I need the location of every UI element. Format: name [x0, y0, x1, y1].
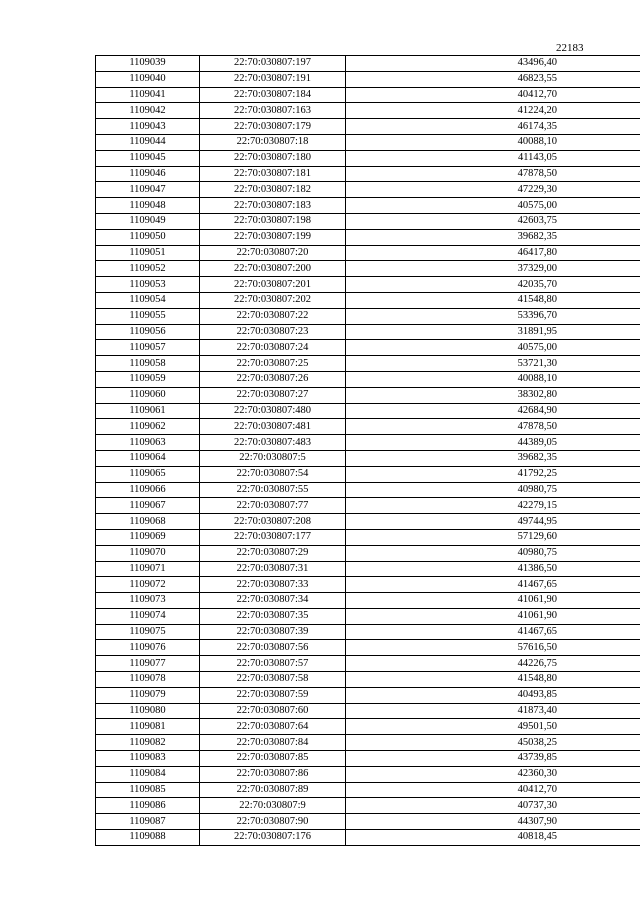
row-number-cell: 1109075 [96, 624, 200, 640]
row-number-cell: 1109055 [96, 308, 200, 324]
value-cell: 41061,90 [346, 608, 640, 624]
row-number-cell: 1109064 [96, 450, 200, 466]
table-row [96, 435, 640, 451]
value-cell: 41224,20 [346, 103, 640, 119]
row-number-cell: 1109052 [96, 261, 200, 277]
cadastral-number-cell: 22:70:030807:60 [200, 703, 346, 719]
table-row [96, 498, 640, 514]
table-row [96, 166, 640, 182]
table-row [96, 213, 640, 229]
row-number-cell: 1109058 [96, 356, 200, 372]
table-row [96, 719, 640, 735]
value-cell: 41143,05 [346, 150, 640, 166]
table-row [96, 529, 640, 545]
value-cell: 41061,90 [346, 593, 640, 609]
row-number-cell: 1109066 [96, 482, 200, 498]
value-cell: 57129,60 [346, 529, 640, 545]
table-row [96, 371, 640, 387]
table-row [96, 150, 640, 166]
cadastral-number-cell: 22:70:030807:59 [200, 687, 346, 703]
value-cell: 47878,50 [346, 419, 640, 435]
table-row [96, 292, 640, 308]
row-number-cell: 1109042 [96, 103, 200, 119]
value-cell: 41467,65 [346, 577, 640, 593]
cadastral-number-cell: 22:70:030807:198 [200, 213, 346, 229]
value-cell: 53721,30 [346, 356, 640, 372]
table-row [96, 593, 640, 609]
cadastral-number-cell: 22:70:030807:57 [200, 656, 346, 672]
row-number-cell: 1109049 [96, 213, 200, 229]
value-cell: 47229,30 [346, 182, 640, 198]
value-cell: 39682,35 [346, 229, 640, 245]
value-cell: 53396,70 [346, 308, 640, 324]
row-number-cell: 1109069 [96, 529, 200, 545]
value-cell: 42603,75 [346, 213, 640, 229]
cadastral-number-cell: 22:70:030807:182 [200, 182, 346, 198]
row-number-cell: 1109078 [96, 672, 200, 688]
row-number-cell: 1109073 [96, 593, 200, 609]
cadastral-number-cell: 22:70:030807:200 [200, 261, 346, 277]
value-cell: 42360,30 [346, 766, 640, 782]
cadastral-number-cell: 22:70:030807:34 [200, 593, 346, 609]
table-row [96, 134, 640, 150]
cadastral-number-cell: 22:70:030807:77 [200, 498, 346, 514]
value-cell: 40088,10 [346, 134, 640, 150]
value-cell: 57616,50 [346, 640, 640, 656]
cadastral-number-cell: 22:70:030807:177 [200, 529, 346, 545]
value-cell: 40412,70 [346, 782, 640, 798]
value-cell: 44226,75 [346, 656, 640, 672]
page-number: 22183 [556, 42, 584, 54]
row-number-cell: 1109070 [96, 545, 200, 561]
table-row [96, 766, 640, 782]
value-cell: 40737,30 [346, 798, 640, 814]
cadastral-number-cell: 22:70:030807:90 [200, 814, 346, 830]
value-cell: 42035,70 [346, 277, 640, 293]
value-cell: 43739,85 [346, 751, 640, 767]
table-row [96, 71, 640, 87]
value-cell: 41792,25 [346, 466, 640, 482]
cadastral-number-cell: 22:70:030807:180 [200, 150, 346, 166]
table-row [96, 624, 640, 640]
row-number-cell: 1109057 [96, 340, 200, 356]
row-number-cell: 1109084 [96, 766, 200, 782]
cadastral-number-cell: 22:70:030807:31 [200, 561, 346, 577]
value-cell: 49744,95 [346, 514, 640, 530]
value-cell: 40818,45 [346, 830, 640, 846]
cadastral-number-cell: 22:70:030807:5 [200, 450, 346, 466]
row-number-cell: 1109046 [96, 166, 200, 182]
cadastral-number-cell: 22:70:030807:23 [200, 324, 346, 340]
row-number-cell: 1109059 [96, 371, 200, 387]
value-cell: 42684,90 [346, 403, 640, 419]
table-row [96, 577, 640, 593]
value-cell: 41386,50 [346, 561, 640, 577]
value-cell: 46417,80 [346, 245, 640, 261]
value-cell: 39682,35 [346, 450, 640, 466]
row-number-cell: 1109065 [96, 466, 200, 482]
cadastral-number-cell: 22:70:030807:85 [200, 751, 346, 767]
cadastral-number-cell: 22:70:030807:183 [200, 198, 346, 214]
cadastral-number-cell: 22:70:030807:181 [200, 166, 346, 182]
value-cell: 40980,75 [346, 482, 640, 498]
table-row [96, 419, 640, 435]
cadastral-number-cell: 22:70:030807:86 [200, 766, 346, 782]
value-cell: 40980,75 [346, 545, 640, 561]
cadastral-number-cell: 22:70:030807:201 [200, 277, 346, 293]
table-row [96, 672, 640, 688]
cadastral-number-cell: 22:70:030807:481 [200, 419, 346, 435]
cadastral-number-cell: 22:70:030807:199 [200, 229, 346, 245]
table-row [96, 103, 640, 119]
cadastral-number-cell: 22:70:030807:25 [200, 356, 346, 372]
table-row [96, 640, 640, 656]
row-number-cell: 1109056 [96, 324, 200, 340]
row-number-cell: 1109047 [96, 182, 200, 198]
row-number-cell: 1109048 [96, 198, 200, 214]
table-row [96, 561, 640, 577]
cadastre-table [95, 55, 640, 846]
value-cell: 47878,50 [346, 166, 640, 182]
row-number-cell: 1109060 [96, 387, 200, 403]
table-row [96, 119, 640, 135]
cadastral-number-cell: 22:70:030807:197 [200, 56, 346, 72]
row-number-cell: 1109043 [96, 119, 200, 135]
cadastral-number-cell: 22:70:030807:27 [200, 387, 346, 403]
cadastral-number-cell: 22:70:030807:163 [200, 103, 346, 119]
row-number-cell: 1109087 [96, 814, 200, 830]
table-row [96, 687, 640, 703]
row-number-cell: 1109080 [96, 703, 200, 719]
cadastral-number-cell: 22:70:030807:54 [200, 466, 346, 482]
table-row [96, 482, 640, 498]
table-row [96, 261, 640, 277]
cadastral-number-cell: 22:70:030807:55 [200, 482, 346, 498]
table-row [96, 514, 640, 530]
cadastral-number-cell: 22:70:030807:26 [200, 371, 346, 387]
cadastral-number-cell: 22:70:030807:9 [200, 798, 346, 814]
cadastral-number-cell: 22:70:030807:64 [200, 719, 346, 735]
table-row [96, 324, 640, 340]
row-number-cell: 1109068 [96, 514, 200, 530]
table-row [96, 545, 640, 561]
value-cell: 41548,80 [346, 672, 640, 688]
table-row [96, 356, 640, 372]
table-row [96, 656, 640, 672]
value-cell: 44389,05 [346, 435, 640, 451]
cadastral-number-cell: 22:70:030807:24 [200, 340, 346, 356]
row-number-cell: 1109082 [96, 735, 200, 751]
value-cell: 40575,00 [346, 198, 640, 214]
value-cell: 49501,50 [346, 719, 640, 735]
row-number-cell: 1109081 [96, 719, 200, 735]
cadastral-number-cell: 22:70:030807:179 [200, 119, 346, 135]
table-row [96, 814, 640, 830]
row-number-cell: 1109051 [96, 245, 200, 261]
row-number-cell: 1109085 [96, 782, 200, 798]
cadastral-number-cell: 22:70:030807:39 [200, 624, 346, 640]
row-number-cell: 1109041 [96, 87, 200, 103]
cadastral-number-cell: 22:70:030807:480 [200, 403, 346, 419]
table-row [96, 387, 640, 403]
cadastral-number-cell: 22:70:030807:483 [200, 435, 346, 451]
value-cell: 31891,95 [346, 324, 640, 340]
row-number-cell: 1109067 [96, 498, 200, 514]
value-cell: 41467,65 [346, 624, 640, 640]
cadastral-number-cell: 22:70:030807:184 [200, 87, 346, 103]
value-cell: 40088,10 [346, 371, 640, 387]
row-number-cell: 1109044 [96, 134, 200, 150]
value-cell: 46823,55 [346, 71, 640, 87]
value-cell: 37329,00 [346, 261, 640, 277]
value-cell: 41873,40 [346, 703, 640, 719]
table-row [96, 751, 640, 767]
cadastral-number-cell: 22:70:030807:208 [200, 514, 346, 530]
row-number-cell: 1109063 [96, 435, 200, 451]
table-row [96, 798, 640, 814]
value-cell: 40575,00 [346, 340, 640, 356]
row-number-cell: 1109040 [96, 71, 200, 87]
row-number-cell: 1109083 [96, 751, 200, 767]
table-row [96, 56, 640, 72]
table-row [96, 466, 640, 482]
cadastral-number-cell: 22:70:030807:176 [200, 830, 346, 846]
value-cell: 40493,85 [346, 687, 640, 703]
cadastral-number-cell: 22:70:030807:58 [200, 672, 346, 688]
row-number-cell: 1109088 [96, 830, 200, 846]
table-row [96, 608, 640, 624]
table-row [96, 87, 640, 103]
table-row [96, 450, 640, 466]
table-row [96, 403, 640, 419]
table-row [96, 782, 640, 798]
row-number-cell: 1109039 [96, 56, 200, 72]
table-row [96, 182, 640, 198]
value-cell: 41548,80 [346, 292, 640, 308]
table-row [96, 198, 640, 214]
cadastral-number-cell: 22:70:030807:29 [200, 545, 346, 561]
row-number-cell: 1109074 [96, 608, 200, 624]
row-number-cell: 1109050 [96, 229, 200, 245]
cadastral-number-cell: 22:70:030807:89 [200, 782, 346, 798]
row-number-cell: 1109077 [96, 656, 200, 672]
value-cell: 38302,80 [346, 387, 640, 403]
row-number-cell: 1109062 [96, 419, 200, 435]
cadastral-number-cell: 22:70:030807:20 [200, 245, 346, 261]
table-row [96, 308, 640, 324]
cadastral-number-cell: 22:70:030807:33 [200, 577, 346, 593]
value-cell: 46174,35 [346, 119, 640, 135]
row-number-cell: 1109079 [96, 687, 200, 703]
table-row [96, 229, 640, 245]
row-number-cell: 1109086 [96, 798, 200, 814]
value-cell: 44307,90 [346, 814, 640, 830]
table-row [96, 245, 640, 261]
table-row [96, 703, 640, 719]
cadastral-number-cell: 22:70:030807:202 [200, 292, 346, 308]
row-number-cell: 1109076 [96, 640, 200, 656]
value-cell: 43496,40 [346, 56, 640, 72]
value-cell: 42279,15 [346, 498, 640, 514]
cadastral-number-cell: 22:70:030807:56 [200, 640, 346, 656]
value-cell: 45038,25 [346, 735, 640, 751]
table-row [96, 735, 640, 751]
row-number-cell: 1109053 [96, 277, 200, 293]
row-number-cell: 1109061 [96, 403, 200, 419]
table-row [96, 277, 640, 293]
table-body [96, 56, 640, 846]
table-row [96, 340, 640, 356]
cadastral-number-cell: 22:70:030807:35 [200, 608, 346, 624]
row-number-cell: 1109054 [96, 292, 200, 308]
cadastral-number-cell: 22:70:030807:84 [200, 735, 346, 751]
row-number-cell: 1109045 [96, 150, 200, 166]
cadastral-number-cell: 22:70:030807:22 [200, 308, 346, 324]
table-row [96, 830, 640, 846]
value-cell: 40412,70 [346, 87, 640, 103]
row-number-cell: 1109072 [96, 577, 200, 593]
cadastral-number-cell: 22:70:030807:18 [200, 134, 346, 150]
row-number-cell: 1109071 [96, 561, 200, 577]
cadastral-number-cell: 22:70:030807:191 [200, 71, 346, 87]
